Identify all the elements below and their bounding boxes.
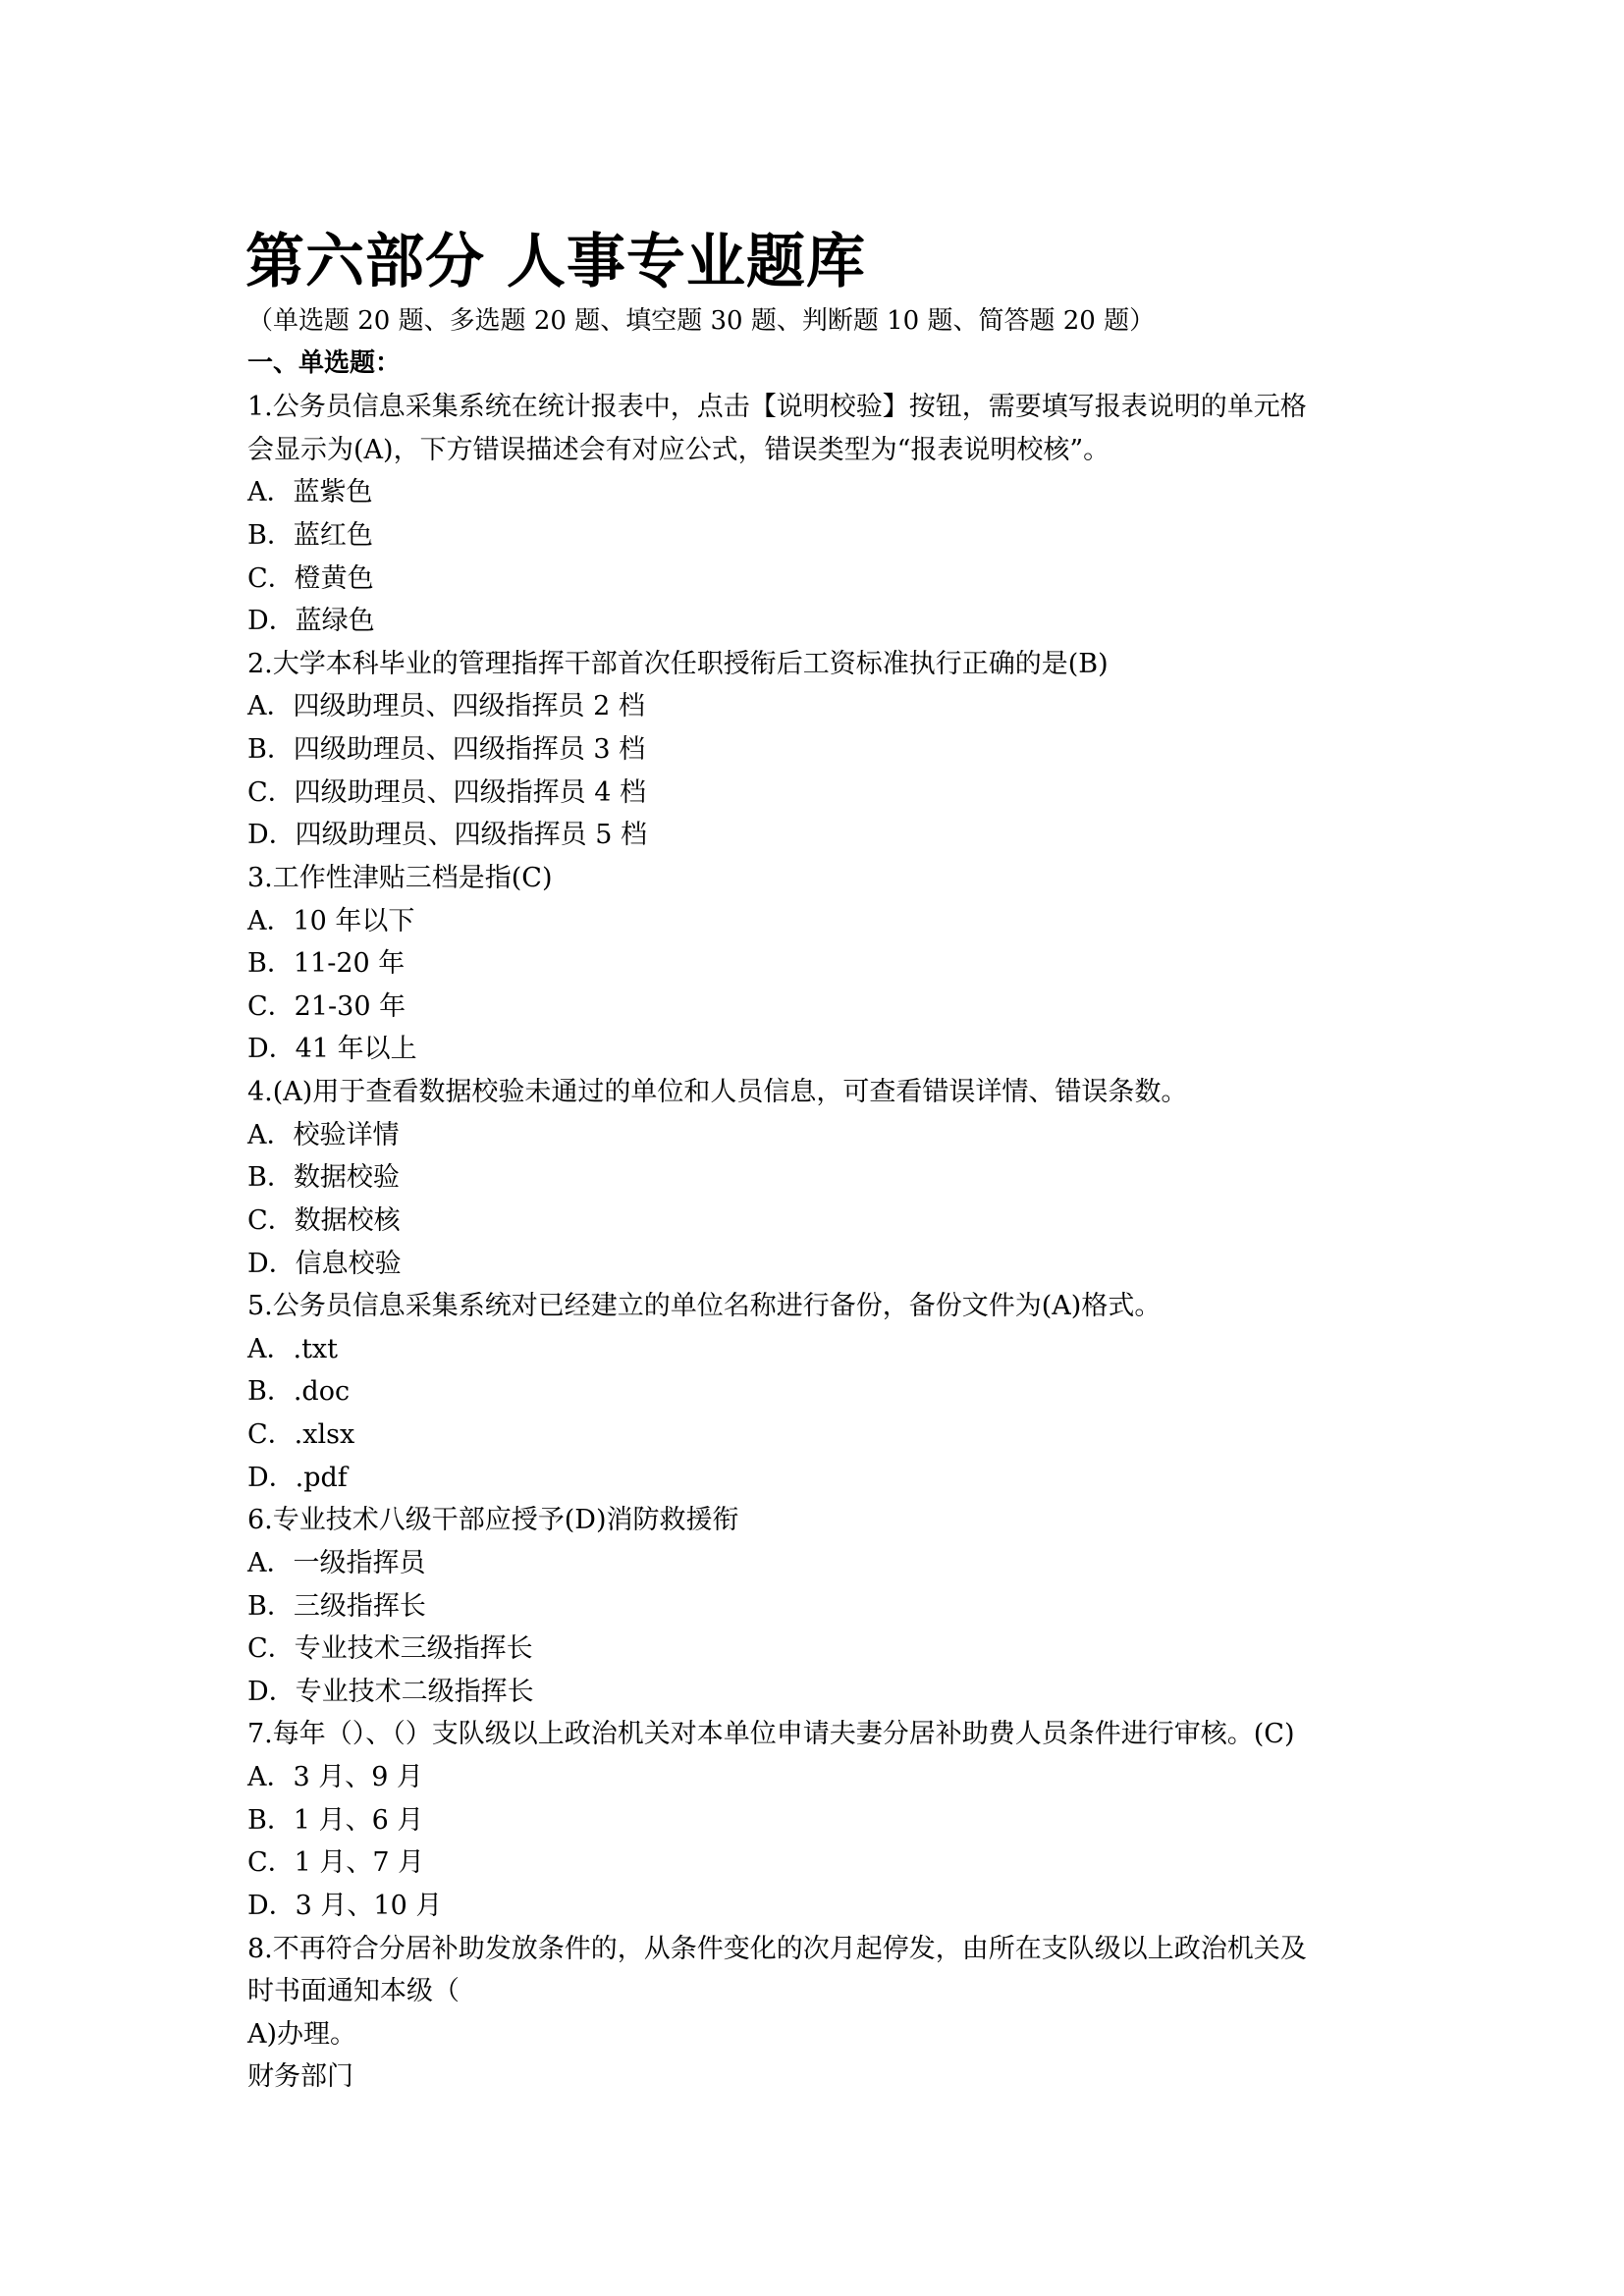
answer-option: A．校验详情	[247, 1119, 400, 1150]
answer-option: A．10 年以下	[247, 905, 415, 936]
answer-option: B．数据校验	[247, 1162, 400, 1194]
question-text-line: 8.不再符合分居补助发放条件的，从条件变化的次月起停发，由所在支队级以上政治机关及	[247, 1933, 1307, 1964]
question-text-line: 6.专业技术八级干部应授予(D)消防救援衔	[247, 1505, 739, 1536]
answer-option: C．1 月、7 月	[247, 1847, 425, 1879]
answer-option: D．四级助理员、四级指挥员 5 档	[247, 820, 647, 851]
page-title: 第六部分 人事专业题库	[245, 228, 866, 296]
answer-option: A．.txt	[247, 1333, 339, 1364]
answer-option: C．专业技术三级指挥长	[247, 1633, 533, 1665]
question-text-line: 7.每年（）、（）支队级以上政治机关对本单位申请夫妻分居补助费人员条件进行审核。(C)	[247, 1719, 1295, 1750]
answer-option: C．21-30 年	[247, 990, 406, 1022]
answer-option: B．1 月、6 月	[247, 1804, 424, 1836]
answer-option: D．信息校验	[247, 1248, 402, 1279]
answer-option: C．数据校核	[247, 1204, 401, 1236]
question-text-line: 5.公务员信息采集系统对已经建立的单位名称进行备份，备份文件为(A)格式。	[247, 1291, 1162, 1322]
question-list	[247, 386, 1357, 2099]
answer-option: B．三级指挥长	[247, 1590, 426, 1622]
answer-option: B．11-20 年	[247, 948, 406, 980]
question-text-line: 3.工作性津贴三档是指(C)	[247, 862, 553, 893]
answer-option: D．.pdf	[247, 1462, 348, 1493]
question-text-line: 2.大学本科毕业的管理指挥干部首次任职授衔后工资标准执行正确的是(B)	[247, 648, 1109, 679]
section-heading: 一、单选题：	[247, 348, 402, 378]
answer-option: D．蓝绿色	[247, 606, 375, 637]
answer-option: A．一级指挥员	[247, 1547, 426, 1578]
answer-option: C．.xlsx	[247, 1419, 355, 1450]
answer-option: B．.doc	[247, 1376, 351, 1408]
answer-option: C．橙黄色	[247, 562, 374, 594]
answer-option: A．蓝紫色	[247, 477, 373, 508]
question-text-line: 1.公务员信息采集系统在统计报表中，点击【说明校验】按钮，需要填写报表说明的单元格	[247, 392, 1307, 422]
answer-option: B．蓝红色	[247, 519, 373, 551]
answer-option: D．41 年以上	[247, 1034, 417, 1065]
question-text-line: 时书面通知本级（	[247, 1976, 460, 2007]
answer-option: D．3 月、10 月	[247, 1890, 443, 1921]
answer-option: B．四级助理员、四级指挥员 3 档	[247, 734, 646, 765]
answer-option: A．3 月、9 月	[247, 1762, 424, 1792]
answer-option: A．四级助理员、四级指挥员 2 档	[247, 691, 645, 722]
question-text-line: 4.(A)用于查看数据校验未通过的单位和人员信息，可查看错误详情、错误条数。	[247, 1077, 1188, 1107]
question-text-line: 财务部门	[247, 2061, 353, 2093]
answer-option: C．四级助理员、四级指挥员 4 档	[247, 776, 647, 808]
question-text-line: 会显示为(A)，下方错误描述会有对应公式，错误类型为“报表说明校核”。	[247, 434, 1110, 465]
question-count-summary: （单选题 20 题、多选题 20 题、填空题 30 题、判断题 10 题、简答题 20 题）	[247, 306, 1156, 336]
question-text-line: A)办理。	[247, 2018, 357, 2050]
answer-option: D．专业技术二级指挥长	[247, 1676, 534, 1707]
